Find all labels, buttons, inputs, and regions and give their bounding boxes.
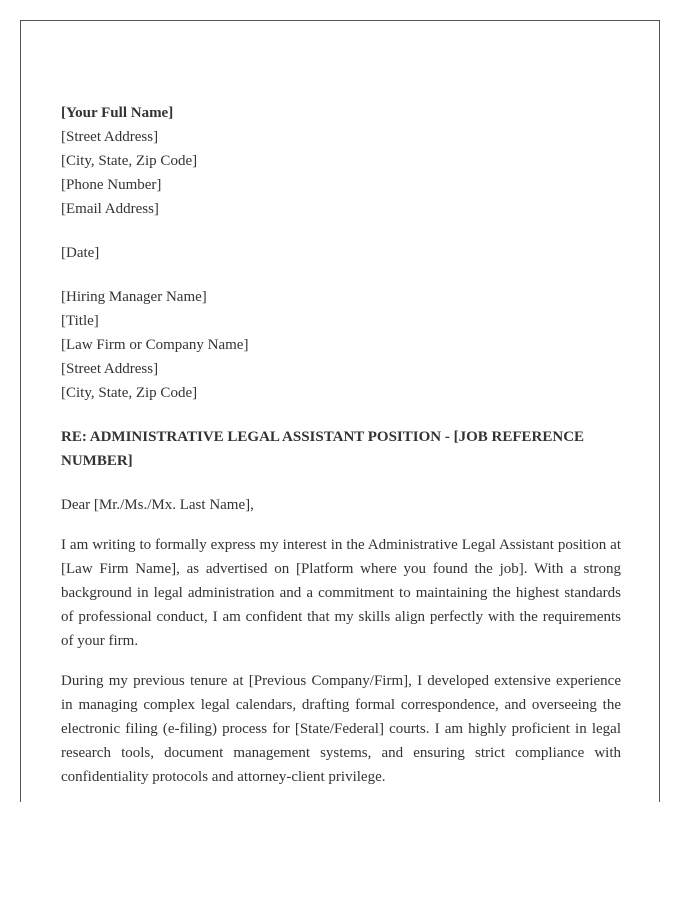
recipient-title: [Title] bbox=[61, 313, 99, 329]
body-paragraph-2: During my previous tenure at [Previous Company/Firm], I developed extensive experience in managing complex legal calendars, drafting formal correspondence, and overseeing the electronic filing (e-filing) process for [State/Federal] courts. I am highly proficient in legal research tools, document management systems, and ensuring strict compliance with confidentiality protocols and attorney-client privilege. bbox=[61, 673, 621, 785]
sender-email: [Email Address] bbox=[61, 201, 159, 217]
body-paragraph-1: I am writing to formally express my interest in the Administrative Legal Assistant position at [Law Firm Name], as advertised on [Platform where you found the job]. With a strong background in legal administration and a commitment to maintaining the highest standards of professional conduct, I am confident that my skills align perfectly with the requirements of your firm. bbox=[61, 537, 621, 649]
letter-page bbox=[20, 20, 660, 802]
sender-city: [City, State, Zip Code] bbox=[61, 153, 198, 169]
recipient-address-block bbox=[61, 285, 621, 405]
recipient-company: [Law Firm or Company Name] bbox=[61, 337, 249, 353]
subject-line: RE: ADMINISTRATIVE LEGAL ASSISTANT POSITION - [JOB REFERENCE NUMBER] bbox=[61, 429, 585, 469]
sender-street: [Street Address] bbox=[61, 129, 159, 145]
sender-name: [Your Full Name] bbox=[61, 105, 174, 121]
recipient-city: [City, State, Zip Code] bbox=[61, 385, 198, 401]
date-block bbox=[61, 241, 621, 265]
recipient-street: [Street Address] bbox=[61, 361, 159, 377]
letter-date: [Date] bbox=[61, 245, 100, 261]
salutation: Dear [Mr./Ms./Mx. Last Name], bbox=[61, 497, 254, 513]
letter-body bbox=[61, 101, 621, 802]
sender-address-block bbox=[61, 101, 621, 221]
recipient-name: [Hiring Manager Name] bbox=[61, 289, 207, 305]
sender-phone: [Phone Number] bbox=[61, 177, 162, 193]
